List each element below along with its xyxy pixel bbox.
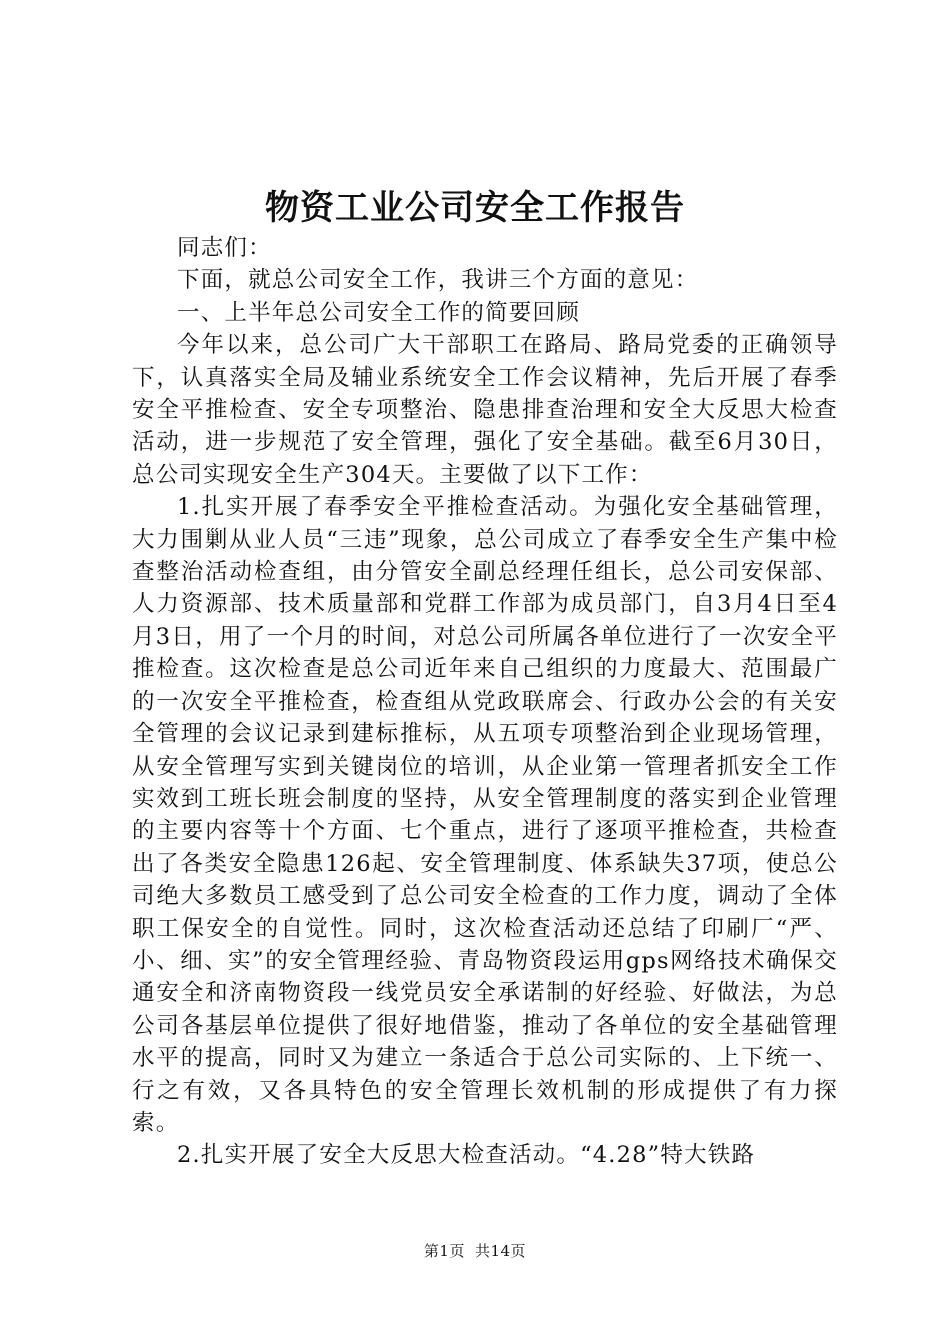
page-total: 共14页: [474, 1242, 527, 1260]
document-title: 物资工业公司安全工作报告: [265, 188, 685, 228]
document-body: [132, 232, 838, 1172]
page-footer: [0, 1240, 950, 1262]
body-paragraph: 今年以来，总公司广大干部职工在路局、路局党委的正确领导下，认真落实全局及辅业系统安全工作会议精神，先后开展了春季安全平推检查、安全专项整治、隐患排查治理和安全大反思大检查活动，进一步规范了安全管理，强化了安全基础。截至6月30日，总公司实现安全生产304天。主要做了以下工作：: [132, 332, 838, 488]
intro-paragraph: 下面，就总公司安全工作，我讲三个方面的意见：: [177, 267, 699, 294]
section-heading: 一、上半年总公司安全工作的简要回顾: [177, 299, 580, 326]
page-number: 第1页: [423, 1242, 465, 1260]
salutation-paragraph: 同志们：: [177, 235, 272, 261]
body-paragraph: 2.扎实开展了安全大反思大检查活动。“4.28”特大铁路: [177, 1142, 756, 1169]
body-paragraph: 1.扎实开展了春季安全平推检查活动。为强化安全基础管理，大力围剿从业人员“三违”现象，总公司成立了春季安全生产集中检查整治活动检查组，由分管安全副总经理任组长，总公司安保部、人力资源部、技术质量部和党群工作部为成员部门，自3月4日至4月3日，用了一个月的时间，对总公司所属各单位进行了一次安全平推检查。这次检查是总公司近年来自己组织的力度最大、范围最广的一次安全平推检查，检查组从党政联席会、行政办公会的有关安全管理的会议记录到建标推标，从五项专项整治到企业现场管理，从安全管理写实到关键岗位的培训，从企业第一管理者抓安全工作实效到工班长班会制度的坚持，从安全管理制度的落实到企业管理的主要内容等十个方面、七个重点，进行了逐项平推检查，共检查出了各类安全隐患126起、安全管理制度、体系缺失37项，使总公司绝大多数员工感受到了总公司安全检查的工作力度，调动了全体职工保安全的自觉性。同时，这次检查活动还总结了印刷厂“严、小、细、实”的安全管理经验、青岛物资段运用gps网络技术确保交通安全和济南物资段一线党员安全承诺制的好经验、好做法，为总公司各基层单位提供了很好地借鉴，推动了各单位的安全基础管理水平的提高，同时又为建立一条适合于总公司实际的、上下统一、行之有效，又各具特色的安全管理长效机制的形成提供了有力探索。: [132, 494, 838, 1136]
